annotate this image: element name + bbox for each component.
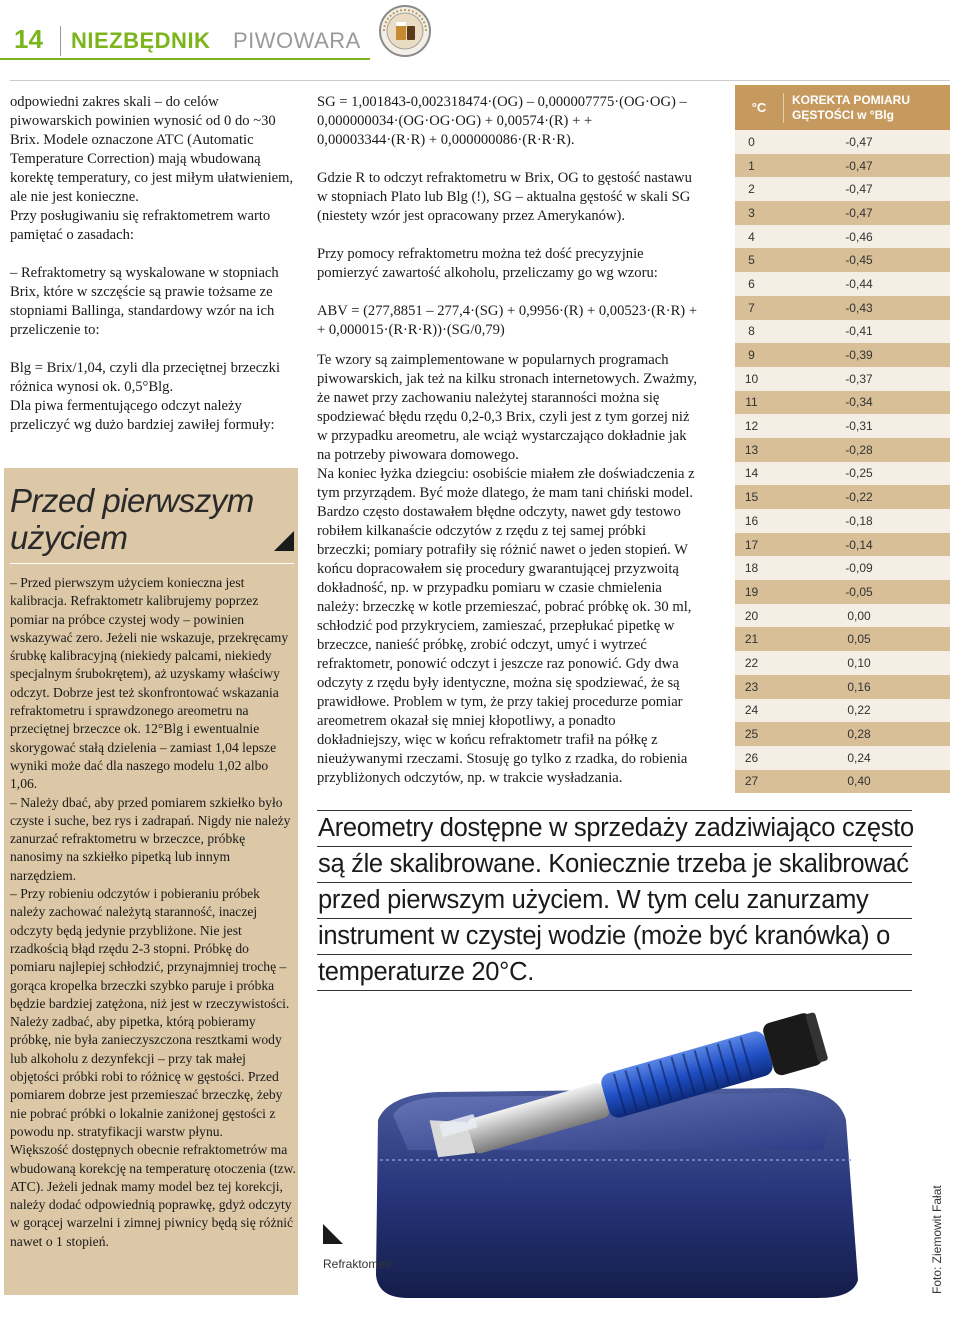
correction-table — [735, 85, 950, 793]
table-row — [735, 675, 950, 699]
table-cell-temp: 24 — [744, 703, 759, 718]
left-paragraph: Blg = Brix/1,04, czyli dla przeciętnej brzeczki różnica wynosi ok. 0,5°Blg. — [10, 360, 281, 395]
photo-credit: Foto: Ziemowit Fałat — [930, 1185, 944, 1294]
table-cell-temp: 0 — [748, 134, 755, 149]
pullquote: Areometry dostępne w sprzedaży zadziwiająco często są źle skalibrowane. Koniecznie trzeba je skalibrować przed pierwszym użyciem. W tym celu zanurzamy instrument w czystej wodzie (może być kranówka) o temperaturze 20°C. — [318, 814, 914, 986]
table-cell-correction: -0,39 — [845, 348, 873, 363]
table-cell-correction: -0,22 — [845, 490, 873, 505]
section-title: NIEZBĘDNIK — [71, 28, 211, 53]
left-paragraph: Przy posługiwaniu się refraktometrem warto pamiętać o zasadach: — [10, 208, 271, 243]
table-cell-correction: -0,44 — [845, 276, 873, 291]
table-row — [735, 248, 950, 272]
table-cell-temp: 2 — [748, 182, 755, 197]
table-cell-correction: -0,46 — [845, 229, 873, 244]
sidebar-paragraph: – Należy dbać, aby przed pomiarem szkiełko było czyste i suche, bez rys i zadrapań. Nigdy nie należy zanurzać refraktometru w brzeczce, próbkę nanosimy na szkiełko pipetką lub innym narzędziem. — [10, 794, 291, 883]
table-cell-correction: 0,22 — [847, 703, 871, 718]
table-row — [735, 367, 950, 391]
middle-paragraph: Na koniec łyżka dziegciu: osobiście miałem złe doświadczenia z tym przyrządem. Być może dlatego, że mam tani chiński model. Bardzo często dostawałem błędne odczyty, nawet gdy testowo robiłem kilkanaście odczytów z rzędu z tej samej próbki brzeczki; pomiary potrafiły się różnić nawet o jeden stopień. W końcu dopracowałem się procedury gwarantującej przyzwoitą dokładność, np. w przypadku pomiaru w czasie chmielenia należy: brzeczkę w kotle przemieszać, pobrać próbkę ok. 30 ml, schłodzić pod przykryciem, zamieszać, przepłukać pipetkę w brzeczce, nanieść próbkę, zrobić odczyt, umyć i wytrzeć refraktometr, ponowić odczyt i jeszcze raz ponowić. Gdy dwa odczyty z rzędu były identyczne, można się spodziewać, że są prawidłowe. Problem w tym, że przy takiej procedurze pomiar areometrem okazał się mniej kłopotliwy, a ponadto dokładniejszy, więc w końcu refraktometr trafił na półkę z nieużywanymi rzeczami. Stosuję go tylko z rzadka, do robienia przybliżonych odczytów, np. w trakcie wysładzania. — [317, 466, 695, 786]
table-cell-temp: 22 — [744, 655, 759, 670]
table-cell-correction: 0,00 — [847, 608, 871, 623]
sidebar-paragraph: Większość dostępnych obecnie refraktometrów ma wbudowaną korekcję na temperaturę otoczenia (tzw. ATC). Jeżeli jednak mamy model bez tej korekcji, należy dodać odpowiednią poprawkę, gdyż odczyty w gorącej warzelni i zimnej piwnicy będą się różnić nawet o 1 stopień. — [10, 1142, 296, 1249]
table-cell-temp: 21 — [744, 632, 759, 647]
left-paragraph: odpowiedni zakres skali – do celów piwowarskich powinien wynosić od 0 do ~30 Brix. Modele oznaczone ATC (Automatic Temperature Correction) mają wbudowaną korektę temperatury, co jest miłym ułatwieniem, ale nie jest konieczne. — [10, 94, 294, 205]
table-row — [735, 130, 950, 154]
table-cell-correction: -0,47 — [845, 158, 873, 173]
middle-column-lower — [317, 351, 700, 788]
table-cell-correction: -0,25 — [845, 466, 873, 481]
table-row — [735, 580, 950, 604]
header-rule — [10, 80, 950, 81]
table-cell-temp: 23 — [744, 679, 759, 694]
sidebar-divider — [10, 563, 294, 564]
table-cell-correction: -0,43 — [845, 300, 873, 315]
table-cell-correction: -0,18 — [845, 513, 873, 528]
formula-abv: ABV = (277,8851 – 277,4·(SG) + 0,9956·(R) + 0,00523·(R·R) + + 0,000015·(R·R·R))·(SG/0,79) — [317, 303, 698, 338]
table-cell-temp: 20 — [744, 608, 759, 623]
left-column — [10, 93, 297, 435]
table-cell-correction: -0,05 — [845, 584, 873, 599]
sidebar-paragraph: – Przed pierwszym użyciem konieczna jest kalibracja. Refraktometr kalibrujemy poprzez pomiar na próbce czystej wody – powinien wskazywać zero. Jeżeli nie wskazuje, przekręcamy śrubkę kalibracyjną (niekiedy palcami, niekiedy specjalnym śrubokrętem), aż uzyskamy właściwy odczyt. Dobrze jest też skonfrontować wskazania refraktometru i sprawdzonego areometru na przeciętnej brzeczce ok. 12°Blg i ewentualnie skorygować stałą dzielenia – zamiast 1,04 lepsze wyniki może dać dla naszego modelu 1,02 albo 1,06. — [10, 575, 289, 792]
table-cell-correction: 0,10 — [847, 655, 871, 670]
table-cell-correction: -0,47 — [845, 205, 873, 220]
left-paragraph: – Refraktometry są wyskalowane w stopniach Brix, które w szczęście są prawie tożsame ze stopniami Ballinga, standardowy wzór na ich przeliczenie to: — [10, 265, 279, 338]
magazine-logo — [378, 4, 432, 58]
table-row — [735, 509, 950, 533]
table-cell-correction: 0,28 — [847, 727, 871, 742]
table-row — [735, 391, 950, 415]
page-header — [0, 0, 960, 70]
table-row — [735, 533, 950, 557]
table-cell-temp: 9 — [748, 348, 755, 363]
table-cell-temp: 13 — [744, 442, 759, 457]
table-cell-correction: 0,40 — [847, 774, 871, 789]
table-row — [735, 343, 950, 367]
table-cell-temp: 18 — [744, 561, 759, 576]
table-cell-temp: 15 — [744, 490, 759, 505]
table-cell-correction: 0,05 — [847, 632, 871, 647]
table-cell-correction: -0,31 — [845, 419, 873, 434]
table-cell-temp: 26 — [744, 750, 759, 765]
table-header-correction: KOREKTA POMIARU GĘSTOŚCI w °Blg — [783, 93, 950, 123]
pullquote-rule — [317, 990, 912, 991]
table-row — [735, 225, 950, 249]
table-cell-temp: 19 — [744, 584, 759, 599]
table-row — [735, 651, 950, 675]
middle-paragraph: Przy pomocy refraktometru można też dość precyzyjnie pomierzyć zawartość alkoholu, przeliczamy go wg wzoru: — [317, 246, 658, 281]
table-row — [735, 462, 950, 486]
table-cell-temp: 17 — [744, 537, 759, 552]
left-paragraph: Dla piwa fermentującego odczyt należy przeliczyć wg dużo bardziej zawiłej formuły: — [10, 398, 275, 433]
table-row — [735, 296, 950, 320]
table-cell-temp: 25 — [744, 727, 759, 742]
table-row — [735, 485, 950, 509]
table-cell-temp: 5 — [748, 253, 755, 268]
caption-triangle — [323, 1224, 343, 1244]
middle-paragraph: Te wzory są zaimplementowane w popularnych programach piwowarskich, jak też na kilku stronach internetowych. Zważmy, że nawet przy zachowaniu należytej staranności można się spodziewać błędu rzędu 0,2-0,3 Brix, czyli jest z tym gorzej niż w przypadku areometru, ale wciąż wystarczająco dokładnie jak na potrzeby piwowara domowego. — [317, 352, 697, 463]
table-cell-temp: 27 — [744, 774, 759, 789]
table-cell-temp: 16 — [744, 513, 759, 528]
table-cell-correction: -0,47 — [845, 134, 873, 149]
table-row — [735, 627, 950, 651]
table-row — [735, 746, 950, 770]
table-cell-correction: 0,16 — [847, 679, 871, 694]
sidebar-text — [10, 574, 296, 1251]
page-number: 14 — [14, 24, 43, 54]
table-row — [735, 722, 950, 746]
table-cell-correction: -0,41 — [845, 324, 873, 339]
table-cell-correction: -0,09 — [845, 561, 873, 576]
table-cell-temp: 14 — [744, 466, 759, 481]
middle-column — [317, 93, 700, 340]
table-row — [735, 438, 950, 462]
table-row — [735, 556, 950, 580]
header-divider — [60, 26, 61, 56]
header-underline — [0, 58, 370, 60]
table-row — [735, 770, 950, 794]
table-cell-temp: 11 — [745, 395, 758, 410]
table-row — [735, 154, 950, 178]
table-header-temp: °C — [751, 100, 767, 115]
table-cell-correction: -0,14 — [845, 537, 873, 552]
table-row — [735, 320, 950, 344]
table-cell-correction: -0,47 — [845, 182, 873, 197]
table-body — [735, 130, 950, 793]
table-row — [735, 604, 950, 628]
sidebar-corner-triangle — [274, 531, 294, 551]
table-cell-temp: 7 — [748, 300, 755, 315]
table-cell-temp: 4 — [748, 229, 755, 244]
table-cell-temp: 3 — [748, 205, 755, 220]
photo-caption: Refraktometr — [323, 1257, 393, 1271]
table-cell-temp: 6 — [748, 276, 755, 291]
table-cell-correction: -0,37 — [845, 371, 873, 386]
refractometer-photo — [318, 1000, 918, 1300]
table-cell-temp: 1 — [748, 158, 755, 173]
magazine-title: PIWOWARA — [233, 28, 361, 53]
table-cell-temp: 12 — [744, 419, 759, 434]
table-header — [735, 85, 950, 130]
table-row — [735, 414, 950, 438]
table-cell-temp: 8 — [748, 324, 755, 339]
middle-paragraph: Gdzie R to odczyt refraktometru w Brix, OG to gęstość nastawu w stopniach Plato lub Blg (!), SG – aktualna gęstość w skali SG (niestety wzór jest opracowany przez Amerykanów). — [317, 170, 692, 224]
formula-sg: SG = 1,001843-0,002318474·(OG) – 0,000007775·(OG·OG) – 0,000000034·(OG·OG·OG) + 0,00574·(R) + + 0,00003344·(R·R) + 0,000000086·(R·R·R). — [317, 94, 687, 148]
table-cell-correction: -0,34 — [845, 395, 873, 410]
table-cell-correction: -0,45 — [845, 253, 873, 268]
table-row — [735, 177, 950, 201]
table-row — [735, 699, 950, 723]
sidebar-paragraph: – Przy robieniu odczytów i pobieraniu próbek należy zachować należytą staranność, inaczej odczyty będą jedynie przybliżone. Nie jest rzadkością błąd rzędu 2-3 stopni. Próbkę do pomiaru najlepiej schłodzić, przynajmniej trochę – gorąca kropelka brzeczki szybko paruje i próbka będzie bardziej zatężona, niż jest w rzeczywistości. Należy zadbać, aby pipetka, którą pobieramy próbkę, nie była zanieczyszczona resztkami wody lub alkoholu z dezynfekcji – przy tak małej objętości próbki robi to różnicę w gęstości. Przed pomiarem dobrze jest przemieszać brzeczkę, żeby nie pobrać próbki o lokalnie zaniżonej gęstości z powodu np. stratyfikacji warstw płynu. — [10, 886, 290, 1139]
table-cell-correction: 0,24 — [847, 750, 871, 765]
table-cell-correction: -0,28 — [845, 442, 873, 457]
table-cell-temp: 10 — [744, 371, 759, 386]
sidebar-title: Przed pierwszym użyciem — [10, 482, 254, 556]
table-row — [735, 272, 950, 296]
table-row — [735, 201, 950, 225]
